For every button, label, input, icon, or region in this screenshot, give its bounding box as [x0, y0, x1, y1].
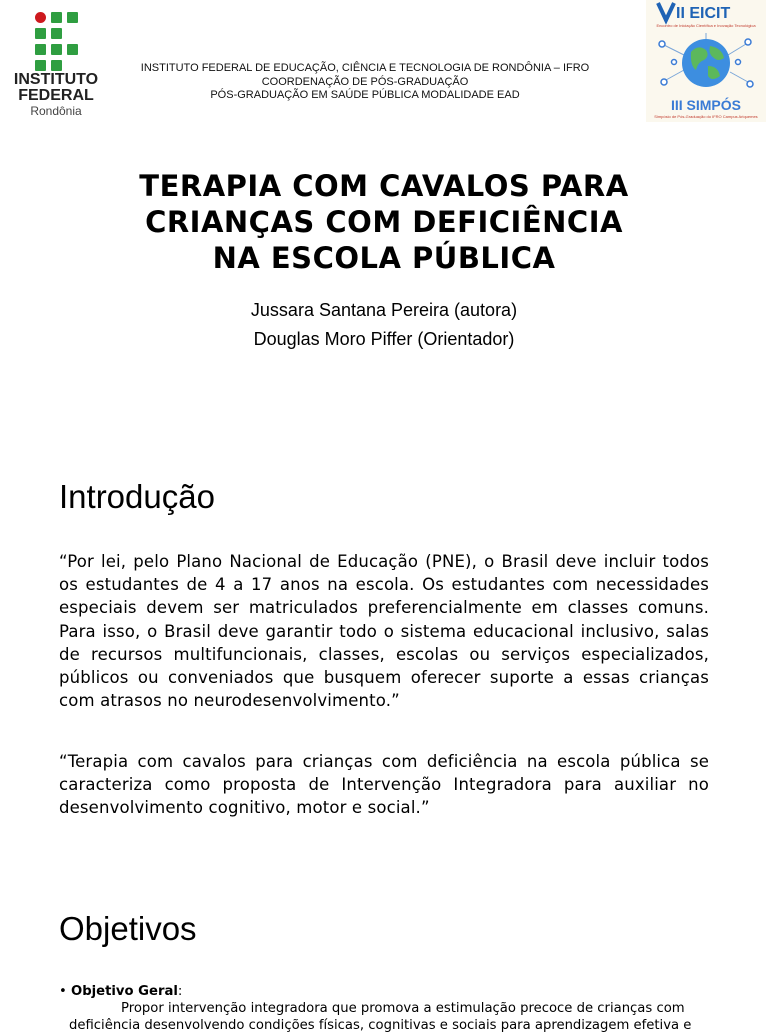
badge-bottom-title: III SIMPÓS	[670, 97, 742, 113]
objectives-heading: Objetivos	[59, 910, 197, 947]
poster-title	[40, 168, 728, 276]
eicit-simpos-badge	[646, 0, 766, 122]
instituto-federal-logo	[8, 8, 104, 120]
objective-general-item: • Objetivo Geral: Propor intervenção integradora que promova a estimulação precoce de crianças com deficiência desenvolvendo condições físicas, cognitivas e sociais para aprendizagem efetiva e	[59, 983, 719, 1034]
program-name: PÓS-GRADUAÇÃO EM SAÚDE PÚBLICA MODALIDADE EAD	[210, 89, 520, 101]
introduction-paragraph-1: “Por lei, pelo Plano Nacional de Educação (PNE), o Brasil deve incluir todos os estudantes de 4 a 17 anos na escola. Os estudantes com necessidades especiais devem ser matriculados preferencialmente em classes comuns. Para isso, o Brasil deve garantir todo o sistema educacional inclusivo, salas de recursos multifuncionais, classes, escolas ou serviços especializados, públicos ou conveniados que busquem oferecer suporte a essas crianças com atrasos no neurodesenvolvimento.”	[59, 552, 709, 711]
advisor-name: Douglas Moro Piffer (Orientador)	[253, 329, 515, 349]
badge-subtitle: Encontro de Iniciação Científica e Inovação Tecnológica	[656, 23, 756, 28]
institution-header	[110, 62, 620, 103]
title-line-3: NA ESCOLA PÚBLICA	[212, 241, 556, 275]
introduction-paragraph-2: “Terapia com cavalos para crianças com deficiência na escola pública se caracteriza como proposta de Intervenção Integradora para auxiliar no desenvolvimento cognitivo, motor e social.”	[59, 752, 709, 818]
objective-general-text: Propor intervenção integradora que promova a estimulação precoce de crianças com deficiência desenvolvendo condições físicas, cognitivas e sociais para aprendizagem efetiva e	[69, 1001, 692, 1033]
if-logo-grid-icon	[35, 12, 79, 74]
globe-icon	[682, 39, 730, 87]
institution-name: INSTITUTO FEDERAL DE EDUCAÇÃO, CIÊNCIA E TECNOLOGIA DE RONDÔNIA – IFRO	[140, 62, 590, 74]
introduction-heading: Introdução	[59, 478, 215, 515]
coordination-name: COORDENAÇÃO DE PÓS-GRADUAÇÃO	[261, 75, 469, 88]
eicit-badge-graphic	[646, 0, 766, 122]
title-line-1: TERAPIA COM CAVALOS PARA	[139, 169, 629, 203]
objective-general-label: Objetivo Geral	[70, 984, 178, 999]
authors-block	[40, 296, 728, 354]
if-logo-name: INSTITUTO FEDERAL	[13, 71, 99, 104]
title-line-2: CRIANÇAS COM DEFICIÊNCIA	[145, 205, 623, 239]
badge-bottom-subtitle: Simpósio de Pós-Graduação do IFRO Campus Ariquemes	[654, 114, 758, 119]
if-logo-campus: Rondônia	[30, 104, 82, 118]
badge-title: II EICIT	[676, 5, 731, 22]
author-name: Jussara Santana Pereira (autora)	[250, 300, 518, 320]
